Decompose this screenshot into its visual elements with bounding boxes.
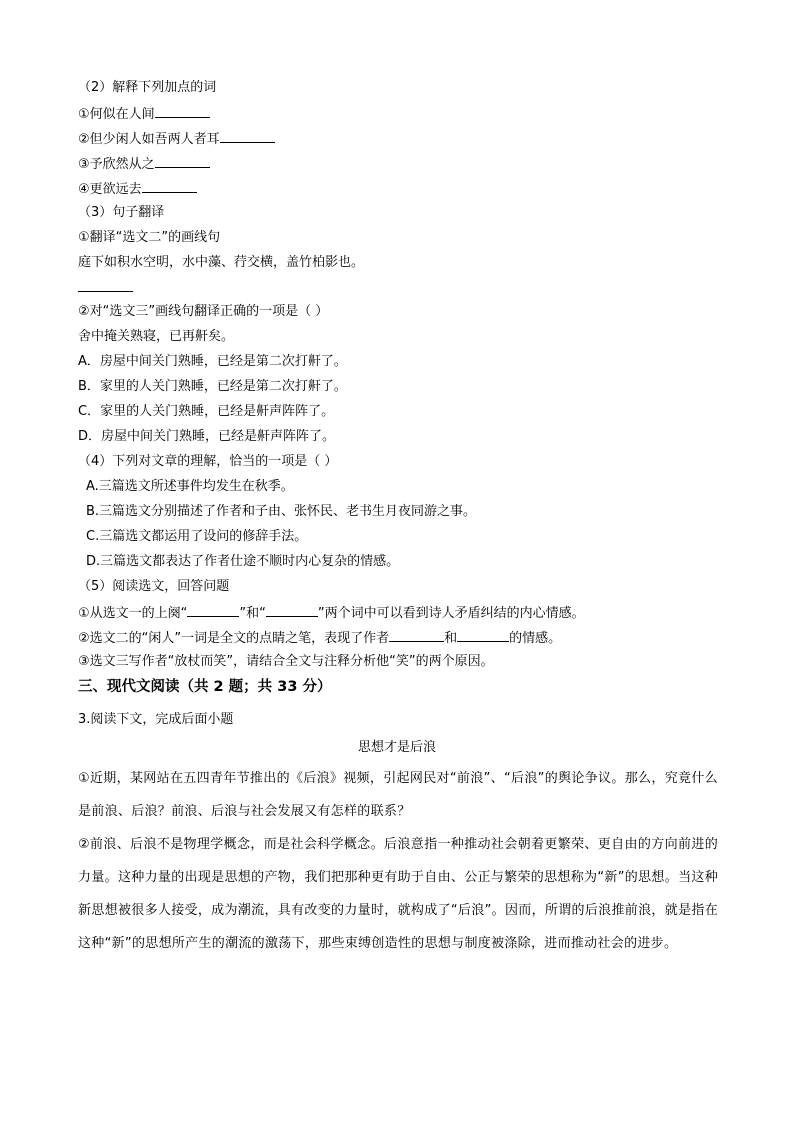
q3-sub1-sentence: 庭下如积水空明，水中藻、荇交横，盖竹柏影也。 <box>78 255 365 270</box>
q4-option-b[interactable]: B.三篇选文分别描述了作者和子由、张怀民、老书生月夜同游之事。 <box>86 504 477 519</box>
answer-blank[interactable] <box>155 153 210 168</box>
answer-blank[interactable] <box>155 103 210 118</box>
reading-instruction: 3.阅读下文，完成后面小题 <box>78 712 234 727</box>
q5-heading: （5）阅读选文，回答问题 <box>78 579 230 594</box>
q2-item-2-text: ②但少闲人如吾两人者耳 <box>78 132 220 147</box>
answer-blank[interactable] <box>389 627 444 642</box>
q3-sub2-label: ②对“选文三”画线句翻译正确的一项是（ ） <box>78 304 329 319</box>
answer-blank[interactable] <box>78 277 133 292</box>
article-title: 思想才是后浪 <box>357 740 436 755</box>
q3-option-d[interactable]: D．房屋中间关门熟睡，已经是鼾声阵阵了。 <box>78 429 336 444</box>
answer-blank[interactable] <box>187 602 239 617</box>
q2-item-4-text: ④更欲远去 <box>78 182 142 197</box>
q5-item-1-text-c: ”两个词中可以看到诗人矛盾纠结的内心情感。 <box>317 606 585 621</box>
q5-item-2 <box>78 627 561 649</box>
q5-item-1 <box>78 602 585 624</box>
q2-item-3-text: ③予欣然从之 <box>78 157 155 172</box>
q4-option-d[interactable]: D.三篇选文都表达了作者仕途不顺时内心复杂的情感。 <box>86 554 400 569</box>
answer-blank[interactable] <box>457 627 509 642</box>
q3-sub2-sentence: 舍中掩关熟寝，已再鼾矣。 <box>78 329 235 344</box>
q3-heading: （3）句子翻译 <box>78 205 165 220</box>
q3-sub1-answer <box>78 277 133 299</box>
answer-blank[interactable] <box>266 602 318 617</box>
q5-item-2-text-a: ②选文二的“闲人”一词是全文的点睛之笔，表现了作者 <box>78 631 390 646</box>
q2-item-4 <box>78 178 197 200</box>
q5-item-2-text-b: 和 <box>444 631 458 646</box>
q4-heading: （4）下列对文章的理解，恰当的一项是（ ） <box>78 454 338 469</box>
q2-item-3 <box>78 153 210 175</box>
q5-item-1-text-b: ”和“ <box>239 606 266 621</box>
q2-item-2 <box>78 128 275 150</box>
q2-item-1 <box>78 103 210 125</box>
q5-item-1-text-a: ①从选文一的上阕“ <box>78 606 188 621</box>
article-paragraph-1: ①近期，某网站在五四青年节推出的《后浪》视频，引起网民对“前浪”、“后浪”的舆论争议。那么，究竟什么是前浪、后浪？前浪、后浪与社会发展又有怎样的联系？ <box>78 771 718 819</box>
q3-option-c[interactable]: C．家里的人关门熟睡，已经是鼾声阵阵了。 <box>78 404 335 419</box>
answer-blank[interactable] <box>142 178 197 193</box>
q2-heading: （2）解释下列加点的词 <box>78 80 217 95</box>
q4-option-a[interactable]: A.三篇选文所述事件均发生在秋季。 <box>86 479 294 494</box>
q2-item-1-text: ①何似在人间 <box>78 107 155 122</box>
q3-option-b[interactable]: B．家里的人关门熟睡，已经是第二次打鼾了。 <box>78 379 347 394</box>
article-paragraph-2: ②前浪、后浪不是物理学概念，而是社会科学概念。后浪意指一种推动社会朝着更繁荣、更自由的方向前进的力量。这种力量的出现是思想的产物，我们把那种更有助于自由、公正与繁荣的思想称为“新”的思想。当这种新思想被很多人接受，成为潮流，具有改变的力量时，就构成了“后浪”。因而，所谓的后浪推前浪，就是指在这种“新”的思想所产生的潮流的激荡下，那些束缚创造性的思想与制度被涤除，进而推动社会的进步。 <box>78 837 718 951</box>
q3-sub1-label: ①翻译“选文二”的画线句 <box>78 230 221 245</box>
answer-blank[interactable] <box>220 128 275 143</box>
q4-option-c[interactable]: C.三篇选文都运用了设问的修辞手法。 <box>86 529 308 544</box>
q5-item-2-text-c: 的情感。 <box>509 631 562 646</box>
q3-option-a[interactable]: A．房屋中间关门熟睡，已经是第二次打鼾了。 <box>78 354 347 369</box>
section-heading: 三、现代文阅读（共 2 题；共 33 分） <box>78 679 332 695</box>
q5-item-3: ③选文三写作者“放杖而笑”，请结合全文与注释分析他“笑”的两个原因。 <box>78 654 494 669</box>
